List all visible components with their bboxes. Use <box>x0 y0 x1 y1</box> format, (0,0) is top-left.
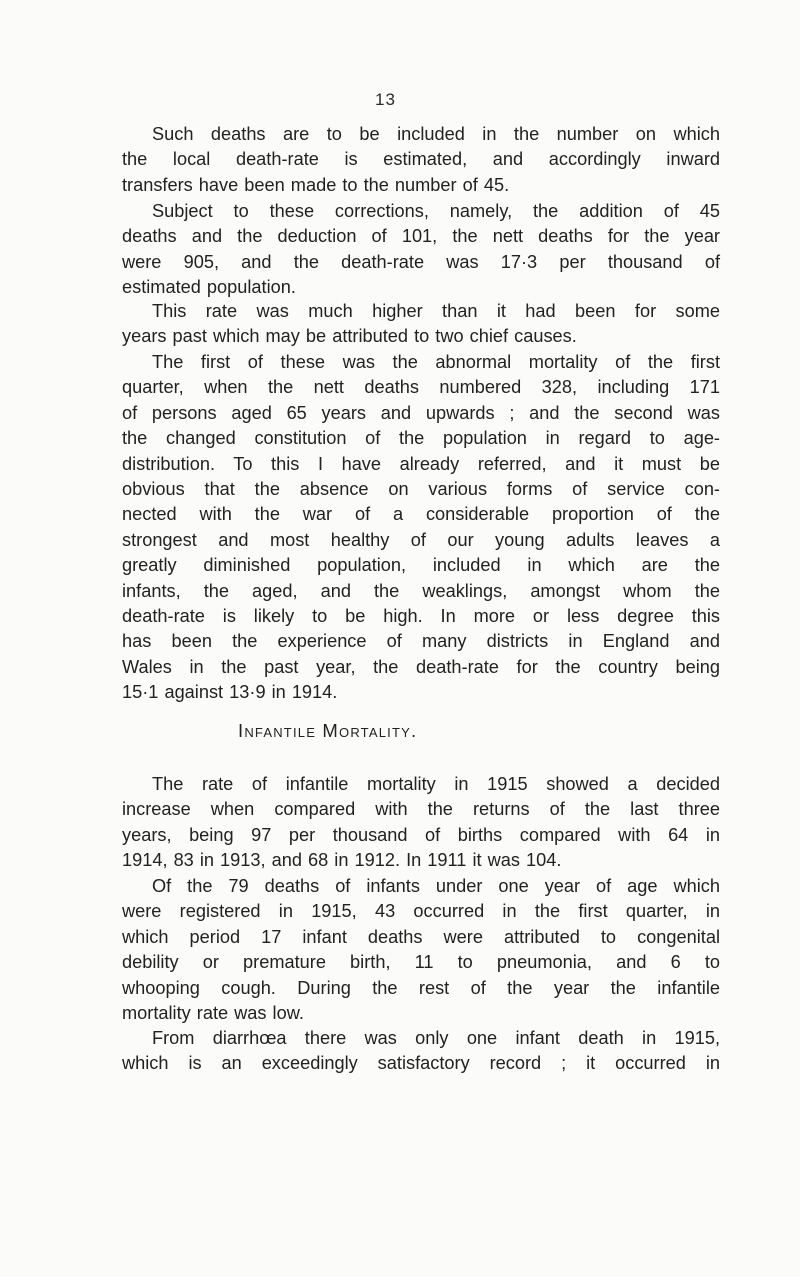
text-line: transfers have been made to the number of 45. <box>122 174 510 195</box>
paragraph-rate-higher <box>122 299 720 350</box>
text-line: which is an exceedingly satisfactory record ; it occurred in <box>122 1053 720 1074</box>
text-line: 1914, 83 in 1913, and 68 in 1912. In 1911 it was 104. <box>122 850 562 871</box>
text-line: mortality rate was low. <box>122 1003 304 1024</box>
text-line: nected with the war of a considerable proportion of the <box>122 504 720 525</box>
text-line: which period 17 infant deaths were attributed to congenital <box>122 926 720 947</box>
text-line: 15·1 against 13·9 in 1914. <box>122 682 338 703</box>
text-line: From diarrhœa there was only one infant death in 1915, <box>152 1028 720 1048</box>
text-line: The first of these was the abnormal mortality of the first <box>152 352 720 372</box>
text-line: Wales in the past year, the death-rate for the country being <box>122 656 720 677</box>
paragraph-causes <box>122 350 720 706</box>
text-line: increase when compared with the returns of the last three <box>122 799 720 820</box>
section-heading: Infantile Mortality. <box>238 720 418 741</box>
text-line: the local death-rate is estimated, and accordingly inward <box>122 149 720 170</box>
text-line: obvious that the absence on various forms of service con- <box>122 479 720 500</box>
text-line: greatly diminished population, included in which are the <box>122 555 720 576</box>
text-line: the changed constitution of the population in regard to age- <box>122 428 720 449</box>
page-number: 13 <box>375 90 396 109</box>
text-line: This rate was much higher than it had been for some <box>152 301 720 321</box>
text-line: years, being 97 per thousand of births compared with 64 in <box>122 824 720 845</box>
text-line: The rate of infantile mortality in 1915 showed a decided <box>152 774 720 794</box>
text-line: of persons aged 65 years and upwards ; and the second was <box>122 402 720 423</box>
paragraph-transfers <box>122 122 720 198</box>
text-line: distribution. To this I have already referred, and it must be <box>122 453 720 474</box>
paragraph-diarrhoea <box>122 1026 720 1077</box>
text-line: deaths and the deduction of 101, the nett deaths for the year <box>122 226 720 247</box>
text-line: whooping cough. During the rest of the year the infantile <box>122 977 720 998</box>
paragraph-infant-rate <box>122 772 720 874</box>
text-line: Such deaths are to be included in the number on which <box>152 124 720 144</box>
text-line: quarter, when the nett deaths numbered 328, including 171 <box>122 377 720 398</box>
paragraph-infant-deaths <box>122 874 720 1026</box>
text-line: were 905, and the death-rate was 17·3 per thousand of <box>122 251 720 272</box>
paragraph-corrections <box>122 199 720 301</box>
text-line: years past which may be attributed to two chief causes. <box>122 326 577 347</box>
text-line: has been the experience of many districts in England and <box>122 631 720 652</box>
text-line: estimated population. <box>122 277 296 298</box>
text-line: strongest and most healthy of our young adults leaves a <box>122 529 720 550</box>
text-line: infants, the aged, and the weaklings, amongst whom the <box>122 580 720 601</box>
text-line: Of the 79 deaths of infants under one year of age which <box>152 876 720 896</box>
text-line: debility or premature birth, 11 to pneumonia, and 6 to <box>122 952 720 973</box>
text-line: Subject to these corrections, namely, the addition of 45 <box>152 201 720 221</box>
text-line: were registered in 1915, 43 occurred in the first quarter, in <box>122 901 720 922</box>
text-line: death-rate is likely to be high. In more or less degree this <box>122 606 720 627</box>
